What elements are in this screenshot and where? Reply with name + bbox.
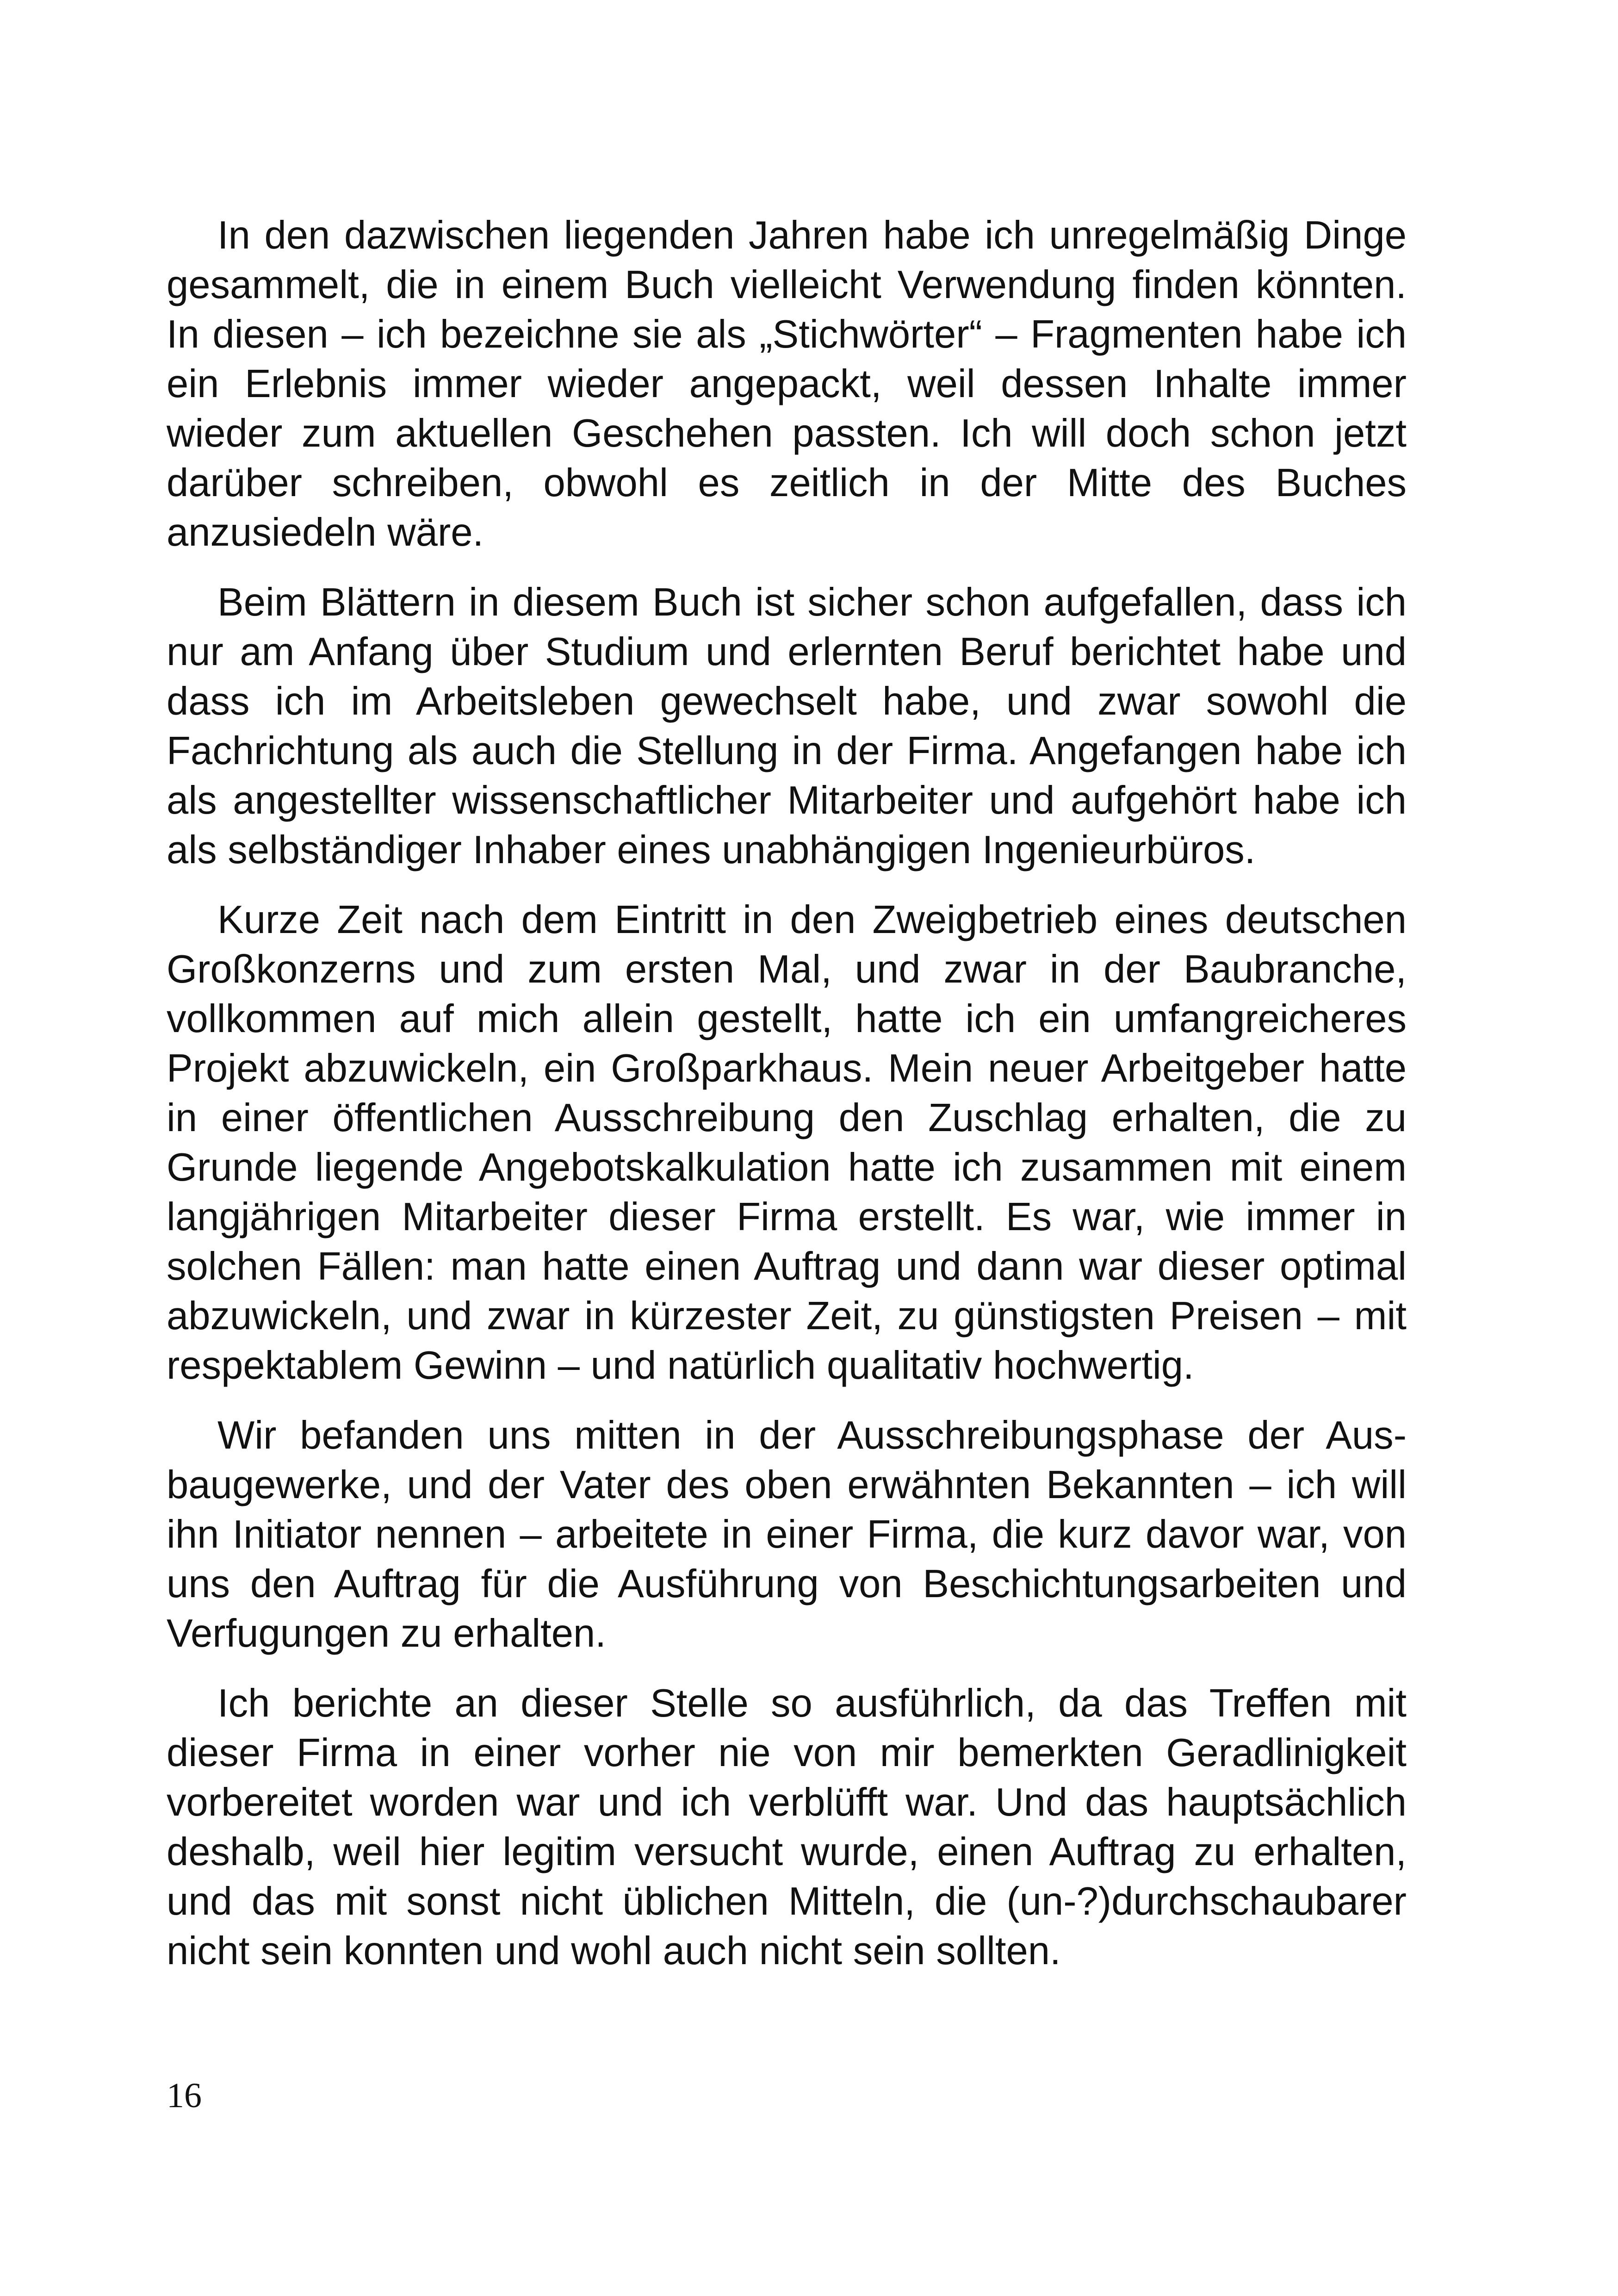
paragraph-5: Ich berichte an dieser Stelle so ausführlich, da das Treffen mit dieser Firma in einer vorher nie von mir bemerkten Geradlinigkeit vorbereitet worden war und ich verblüfft war. Und das hauptsächlich deshalb, weil hier legitim versucht wurde, einen Auftrag zu erhalten, und das mit sonst nicht üblichen Mitteln, die (un-?)durchschaubarer nicht sein konnten und wohl auch nicht sein sollten. <box>167 1681 1407 1973</box>
body-text <box>167 211 1407 1976</box>
paragraph-3: Kurze Zeit nach dem Eintritt in den Zweigbetrieb eines deutschen Großkonzerns und zum ersten Mal, und zwar in der Baubranche, vollkommen auf mich allein gestellt, hatte ich ein umfangreicheres Projekt abzuwickeln, ein Großparkhaus. Mein neuer Arbeitgeber hatte in einer öffentlichen Ausschreibung den Zuschlag erhalten, die zu Grunde liegende Angebotskalkulation hatte ich zusammen mit einem langjährigen Mitarbeiter dieser Firma erstellt. Es war, wie immer in solchen Fällen: man hatte einen Auftrag und dann war dieser optimal abzuwickeln, und zwar in kürzester Zeit, zu günstigsten Preisen – mit respektablem Gewinn – und natürlich qualitativ hochwertig. <box>167 898 1407 1388</box>
paragraph-2: Beim Blättern in diesem Buch ist sicher schon aufgefallen, dass ich nur am Anfang über Studium und erlernten Beruf berichtet habe und dass ich im Arbeitsleben gewechselt habe, und zwar sowohl die Fachrichtung als auch die Stellung in der Firma. Angefangen habe ich als angestellter wissenschaftlicher Mitarbeiter und aufgehört habe ich als selbständiger Inhaber eines unabhängigen Ingenieurbüros. <box>167 580 1407 872</box>
paragraph-4: Wir befanden uns mitten in der Ausschreibungsphase der Ausbaugewerke, und der Vater des oben erwähnten Bekannten – ich will ihn Initiator nennen – arbeitete in einer Firma, die kurz davor war, von uns den Auftrag für die Ausführung von Beschichtungsarbeiten und Verfugungen zu erhalten. <box>167 1413 1407 1655</box>
page-number: 16 <box>167 2076 202 2115</box>
paragraph-1: In den dazwischen liegenden Jahren habe ich unregelmäßig Dinge gesammelt, die in einem Buch vielleicht Verwendung finden könnten. In diesen – ich bezeichne sie als „Stichwörter“ – Fragmenten habe ich ein Erlebnis immer wieder angepackt, weil dessen Inhalte immer wieder zum aktuellen Geschehen passten. Ich will doch schon jetzt darüber schreiben, obwohl es zeitlich in der Mitte des Buches anzusiedeln wäre. <box>167 213 1407 554</box>
